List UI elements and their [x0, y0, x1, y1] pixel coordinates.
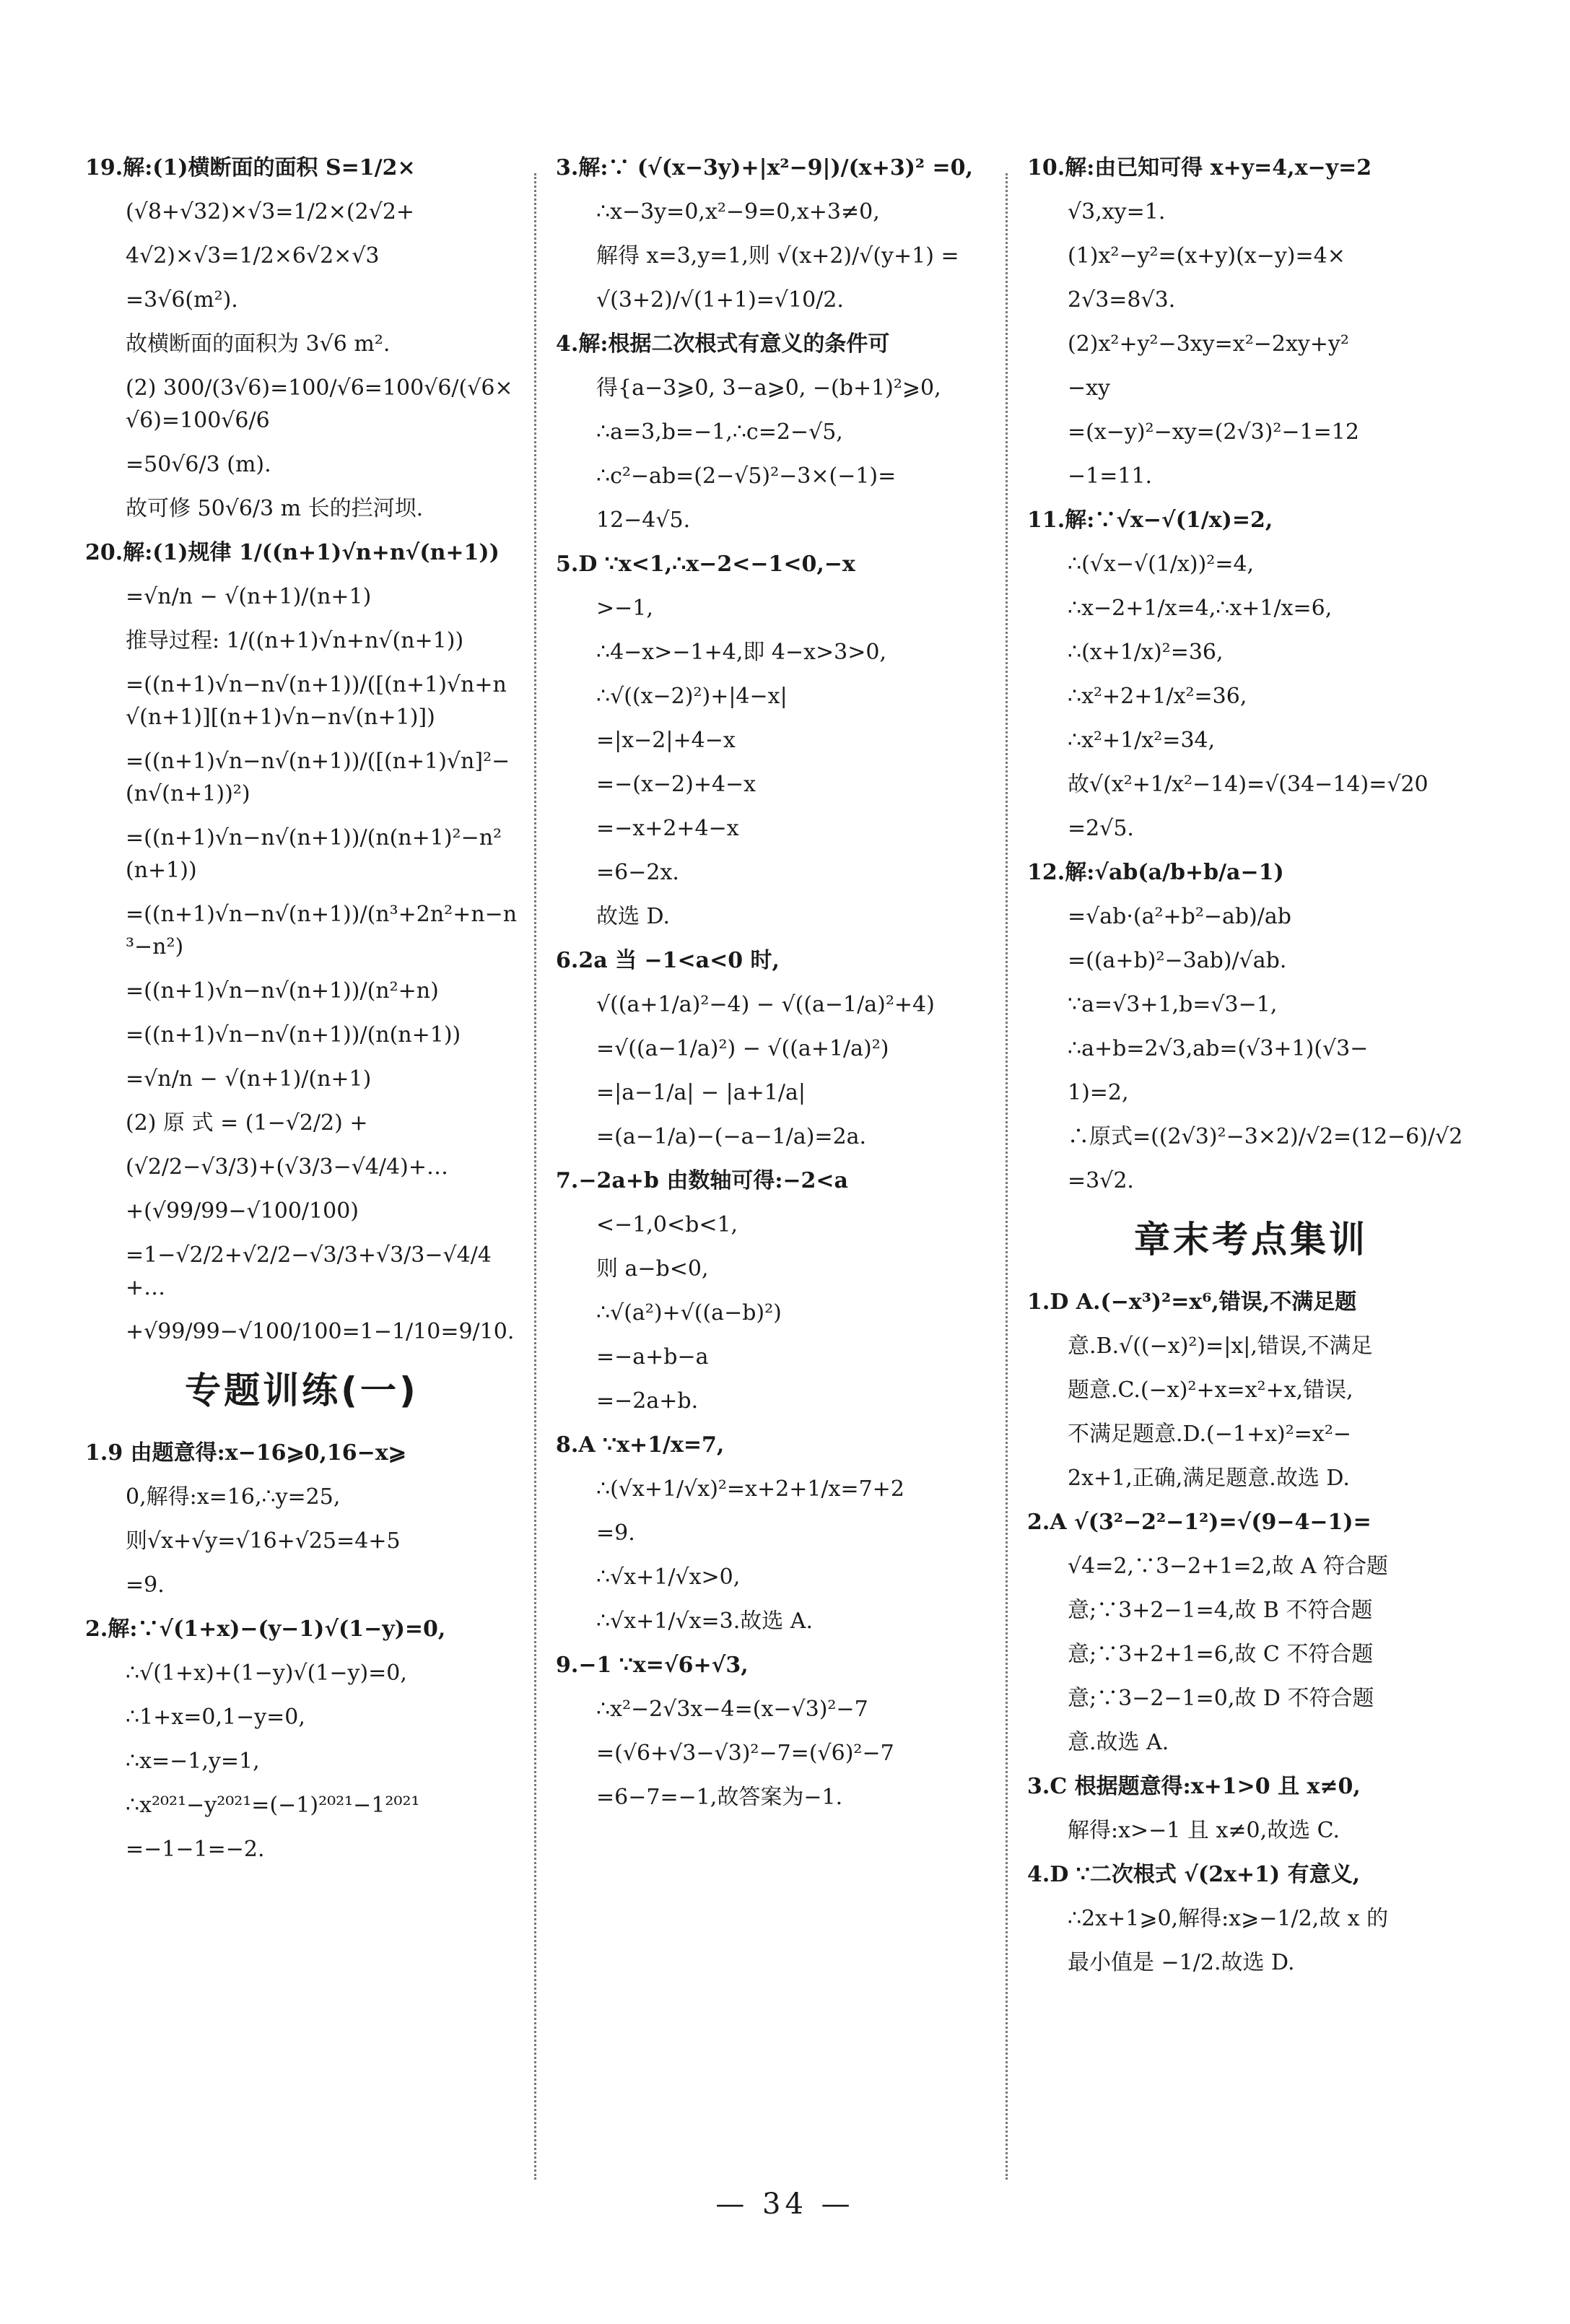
section-title: 章末考点集训 [1134, 1219, 1368, 1261]
answer-line: 不满足题意.D.(−1+x)²=x²− [1068, 1422, 1351, 1447]
answer-line: (2) 原 式 = (1−√2/2) + [126, 1110, 368, 1136]
answer-line: ∴a=3,b=−1,∴c=2−√5, [596, 419, 843, 445]
answer-line: ∴√(a²)+√((a−b)²) [596, 1300, 782, 1326]
answer-item [556, 328, 989, 536]
answer-line: =√((a−1/a)²) − √((a+1/a)²) [596, 1036, 889, 1061]
answer-line: =9. [596, 1520, 635, 1546]
answer-line: ∴x−2+1/x=4,∴x+1/x=6, [1068, 596, 1333, 621]
answer-line: ∴1+x=0,1−y=0, [126, 1705, 305, 1730]
column-divider [534, 173, 536, 2180]
answer-line: 8.A ∵x+1/x=7, [556, 1432, 725, 1458]
section-title: 专题训练(一) [185, 1370, 419, 1411]
answer-line: +(√99/99−√100/100) [126, 1198, 359, 1224]
answer-line: ∴√(1+x)+(1−y)√(1−y)=0, [126, 1661, 407, 1686]
answer-line: 意;∵3−2−1=0,故 D 不符合题 [1068, 1686, 1374, 1711]
answer-line: ∴√((x−2)²)+|4−x| [596, 684, 788, 709]
answer-line: 得{a−3⩾0, 3−a⩾0, −(b+1)²⩾0, [596, 375, 941, 401]
answer-line: 4.D ∵二次根式 √(2x+1) 有意义, [1027, 1862, 1361, 1887]
answer-line: =9. [126, 1572, 165, 1598]
answer-line: (2) 300/(3√6)=100/√6=100√6/(√6×√6)=100√6/6 [126, 375, 513, 433]
answer-line: =|a−1/a| − |a+1/a| [596, 1080, 806, 1105]
answer-line: =3√2. [1068, 1168, 1134, 1193]
answer-line: ∴x−3y=0,x²−9=0,x+3≠0, [596, 199, 880, 225]
answer-line: ∴x²−2√3x−4=(x−√3)²−7 [596, 1697, 868, 1722]
answer-item [556, 152, 989, 316]
answer-item [1027, 152, 1475, 492]
answer-item [556, 548, 989, 933]
answer-line: =((n+1)√n−n√(n+1))/(n(n+1)²−n²(n+1)) [126, 825, 502, 883]
answer-line: 3.C 根据题意得:x+1>0 且 x≠0, [1027, 1774, 1361, 1799]
answer-line: 11.解:∵√x−√(1/x)=2, [1027, 508, 1273, 533]
column-left [85, 152, 518, 2187]
answer-line: =(x−y)²−xy=(2√3)²−1=12 [1068, 419, 1359, 445]
answer-line: −1=11. [1068, 464, 1153, 489]
answer-line: ∴(x+1/x)²=36, [1068, 640, 1224, 665]
answer-line: 意.故选 A. [1068, 1730, 1169, 1755]
answer-line: ∴原式=((2√3)²−3×2)/√2=(12−6)/√2 [1068, 1124, 1463, 1149]
answer-item [1027, 856, 1475, 1197]
answer-line: ∴x²+2+1/x²=36, [1068, 684, 1247, 709]
answer-line: 则√x+√y=√16+√25=4+5 [126, 1528, 401, 1554]
column-middle [556, 152, 989, 2187]
answer-line: 6.2a 当 −1<a<0 时, [556, 948, 780, 973]
answer-line: =−(x−2)+4−x [596, 772, 756, 797]
answer-line: 12.解:√ab(a/b+b/a−1) [1027, 860, 1284, 885]
answer-item [1027, 1506, 1475, 1759]
answer-item [556, 1165, 989, 1417]
answer-line: 则 a−b<0, [596, 1256, 709, 1281]
answer-line: 10.解:由已知可得 x+y=4,x−y=2 [1027, 155, 1372, 180]
answer-item [85, 152, 518, 525]
answer-line: >−1, [596, 596, 653, 621]
answer-item [1027, 504, 1475, 845]
answer-item [1027, 1286, 1475, 1494]
answer-line: =6−2x. [596, 860, 679, 885]
answer-item [85, 1437, 518, 1601]
answer-line: ∴a+b=2√3,ab=(√3+1)(√3− [1068, 1036, 1369, 1061]
answer-line: =((n+1)√n−n√(n+1))/([(n+1)√n+n√(n+1)][(n+1)√n−n√(n+1)]) [126, 672, 507, 730]
answer-line: 19.解:(1)横断面的面积 S=1/2× [85, 155, 416, 180]
answer-line: 意;∵3+2−1=4,故 B 不符合题 [1068, 1598, 1373, 1623]
answer-line: =1−√2/2+√2/2−√3/3+√3/3−√4/4+… [126, 1242, 492, 1300]
answer-line: 1.D A.(−x³)²=x⁶,错误,不满足题 [1027, 1289, 1357, 1315]
answer-line: 7.−2a+b 由数轴可得:−2<a [556, 1168, 848, 1193]
answer-line: 意.B.√((−x)²)=|x|,错误,不满足 [1068, 1333, 1373, 1359]
answer-line: (√8+√32)×√3=1/2×(2√2+ [126, 199, 415, 225]
answer-line: 故横断面的面积为 3√6 m². [126, 331, 391, 357]
answer-line: 0,解得:x=16,∴y=25, [126, 1484, 341, 1510]
answer-line: √4=2,∵3−2+1=2,故 A 符合题 [1068, 1554, 1388, 1579]
answer-line: =−2a+b. [596, 1388, 699, 1414]
answer-line: ∴c²−ab=(2−√5)²−3×(−1)= [596, 464, 897, 489]
answer-line: =(√6+√3−√3)²−7=(√6)²−7 [596, 1741, 894, 1766]
column-divider [1006, 173, 1008, 2180]
answer-line: =2√5. [1068, 816, 1134, 841]
answer-line: =((n+1)√n−n√(n+1))/([(n+1)√n]²−(n√(n+1))²) [126, 749, 510, 806]
answer-line: ∴2x+1⩾0,解得:x⩾−1/2,故 x 的 [1068, 1906, 1389, 1931]
answer-line: 2x+1,正确,满足题意.故选 D. [1068, 1466, 1350, 1491]
answer-line: =|x−2|+4−x [596, 728, 736, 753]
answer-line: 1)=2, [1068, 1080, 1129, 1105]
answer-line: (√2/2−√3/3)+(√3/3−√4/4)+… [126, 1154, 448, 1180]
answer-line: 2.解:∵√(1+x)−(y−1)√(1−y)=0, [85, 1616, 446, 1642]
answer-line: 1.9 由题意得:x−16⩾0,16−x⩾ [85, 1440, 406, 1466]
answer-line: ∴(√x+1/√x)²=x+2+1/x=7+2 [596, 1476, 904, 1502]
answer-line: =(a−1/a)−(−a−1/a)=2a. [596, 1124, 867, 1149]
answer-line: 5.D ∵x<1,∴x−2<−1<0,−x [556, 552, 855, 577]
answer-line: ∴4−x>−1+4,即 4−x>3>0, [596, 640, 887, 665]
answer-line: ∴x=−1,y=1, [126, 1749, 260, 1774]
answer-line: 2.A √(3²−2²−1²)=√(9−4−1)= [1027, 1510, 1371, 1535]
answer-line: ∴x²+1/x²=34, [1068, 728, 1216, 753]
answer-line: =√n/n − √(n+1)/(n+1) [126, 1066, 372, 1092]
page-number: — 34 — [715, 2188, 855, 2221]
answer-line: =√ab·(a²+b²−ab)/ab [1068, 904, 1291, 929]
answer-line: ∴(√x−√(1/x))²=4, [1068, 552, 1255, 577]
answer-line: 意;∵3+2+1=6,故 C 不符合题 [1068, 1642, 1374, 1667]
answer-line: ∴x²⁰²¹−y²⁰²¹=(−1)²⁰²¹−1²⁰²¹ [126, 1793, 420, 1818]
answer-line: 最小值是 −1/2.故选 D. [1068, 1950, 1295, 1975]
answer-line: 4√2)×√3=1/2×6√2×√3 [126, 243, 380, 269]
answer-item [1027, 1770, 1475, 1847]
answer-line: −xy [1068, 375, 1111, 401]
answer-line: =((n+1)√n−n√(n+1))/(n³+2n²+n−n³−n²) [126, 902, 518, 959]
answer-line: =3√6(m²). [126, 287, 238, 313]
answer-line: (2)x²+y²−3xy=x²−2xy+y² [1068, 331, 1349, 357]
answer-line: √((a+1/a)²−4) − √((a−1/a)²+4) [596, 992, 935, 1017]
answer-line: 推导过程: 1/((n+1)√n+n√(n+1)) [126, 628, 464, 653]
answer-line: 12−4√5. [596, 508, 691, 533]
answer-line: =−1−1=−2. [126, 1837, 265, 1862]
answer-line: =((a+b)²−3ab)/√ab. [1068, 948, 1287, 973]
answer-line: ∴√x+1/√x=3.故选 A. [596, 1609, 813, 1634]
answer-line: +√99/99−√100/100=1−1/10=9/10. [126, 1319, 515, 1344]
answer-item [556, 944, 989, 1153]
answer-line: 故√(x²+1/x²−14)=√(34−14)=√20 [1068, 772, 1429, 797]
answer-line: =√n/n − √(n+1)/(n+1) [126, 584, 372, 609]
answer-item [85, 536, 518, 1348]
answer-line: 故选 D. [596, 904, 671, 929]
answer-line: 题意.C.(−x)²+x=x²+x,错误, [1068, 1378, 1353, 1403]
answer-item [85, 1613, 518, 1866]
column-right [1027, 152, 1475, 2187]
answer-line: 2√3=8√3. [1068, 287, 1176, 313]
answer-line: 解得:x>−1 且 x≠0,故选 C. [1068, 1818, 1340, 1843]
answer-item [556, 1649, 989, 1814]
answer-line: 9.−1 ∵x=√6+√3, [556, 1653, 749, 1678]
answer-line: 3.解:∵ (√(x−3y)+|x²−9|)/(x+3)² =0, [556, 155, 973, 180]
answer-line: 4.解:根据二次根式有意义的条件可 [556, 331, 890, 357]
answer-line: =((n+1)√n−n√(n+1))/(n(n+1)) [126, 1022, 461, 1048]
answer-line: ∵a=√3+1,b=√3−1, [1068, 992, 1278, 1017]
answer-line: =50√6/3 (m). [126, 452, 271, 477]
answer-line: 故可修 50√6/3 m 长的拦河坝. [126, 496, 424, 521]
answer-line: =−a+b−a [596, 1344, 709, 1370]
answer-item [556, 1429, 989, 1637]
answer-line: <−1,0<b<1, [596, 1212, 738, 1237]
answer-line: =((n+1)√n−n√(n+1))/(n²+n) [126, 978, 439, 1004]
answer-line: 解得 x=3,y=1,则 √(x+2)/√(y+1) = [596, 243, 959, 269]
answer-item [1027, 1858, 1475, 1979]
answer-line: √3,xy=1. [1068, 199, 1166, 225]
answer-line: 20.解:(1)规律 1/((n+1)√n+n√(n+1)) [85, 540, 500, 565]
answer-line: √(3+2)/√(1+1)=√10/2. [596, 287, 844, 313]
answer-line: (1)x²−y²=(x+y)(x−y)=4× [1068, 243, 1346, 269]
answer-line: ∴√x+1/√x>0, [596, 1564, 741, 1590]
answer-line: =6−7=−1,故答案为−1. [596, 1785, 843, 1810]
answer-line: =−x+2+4−x [596, 816, 739, 841]
